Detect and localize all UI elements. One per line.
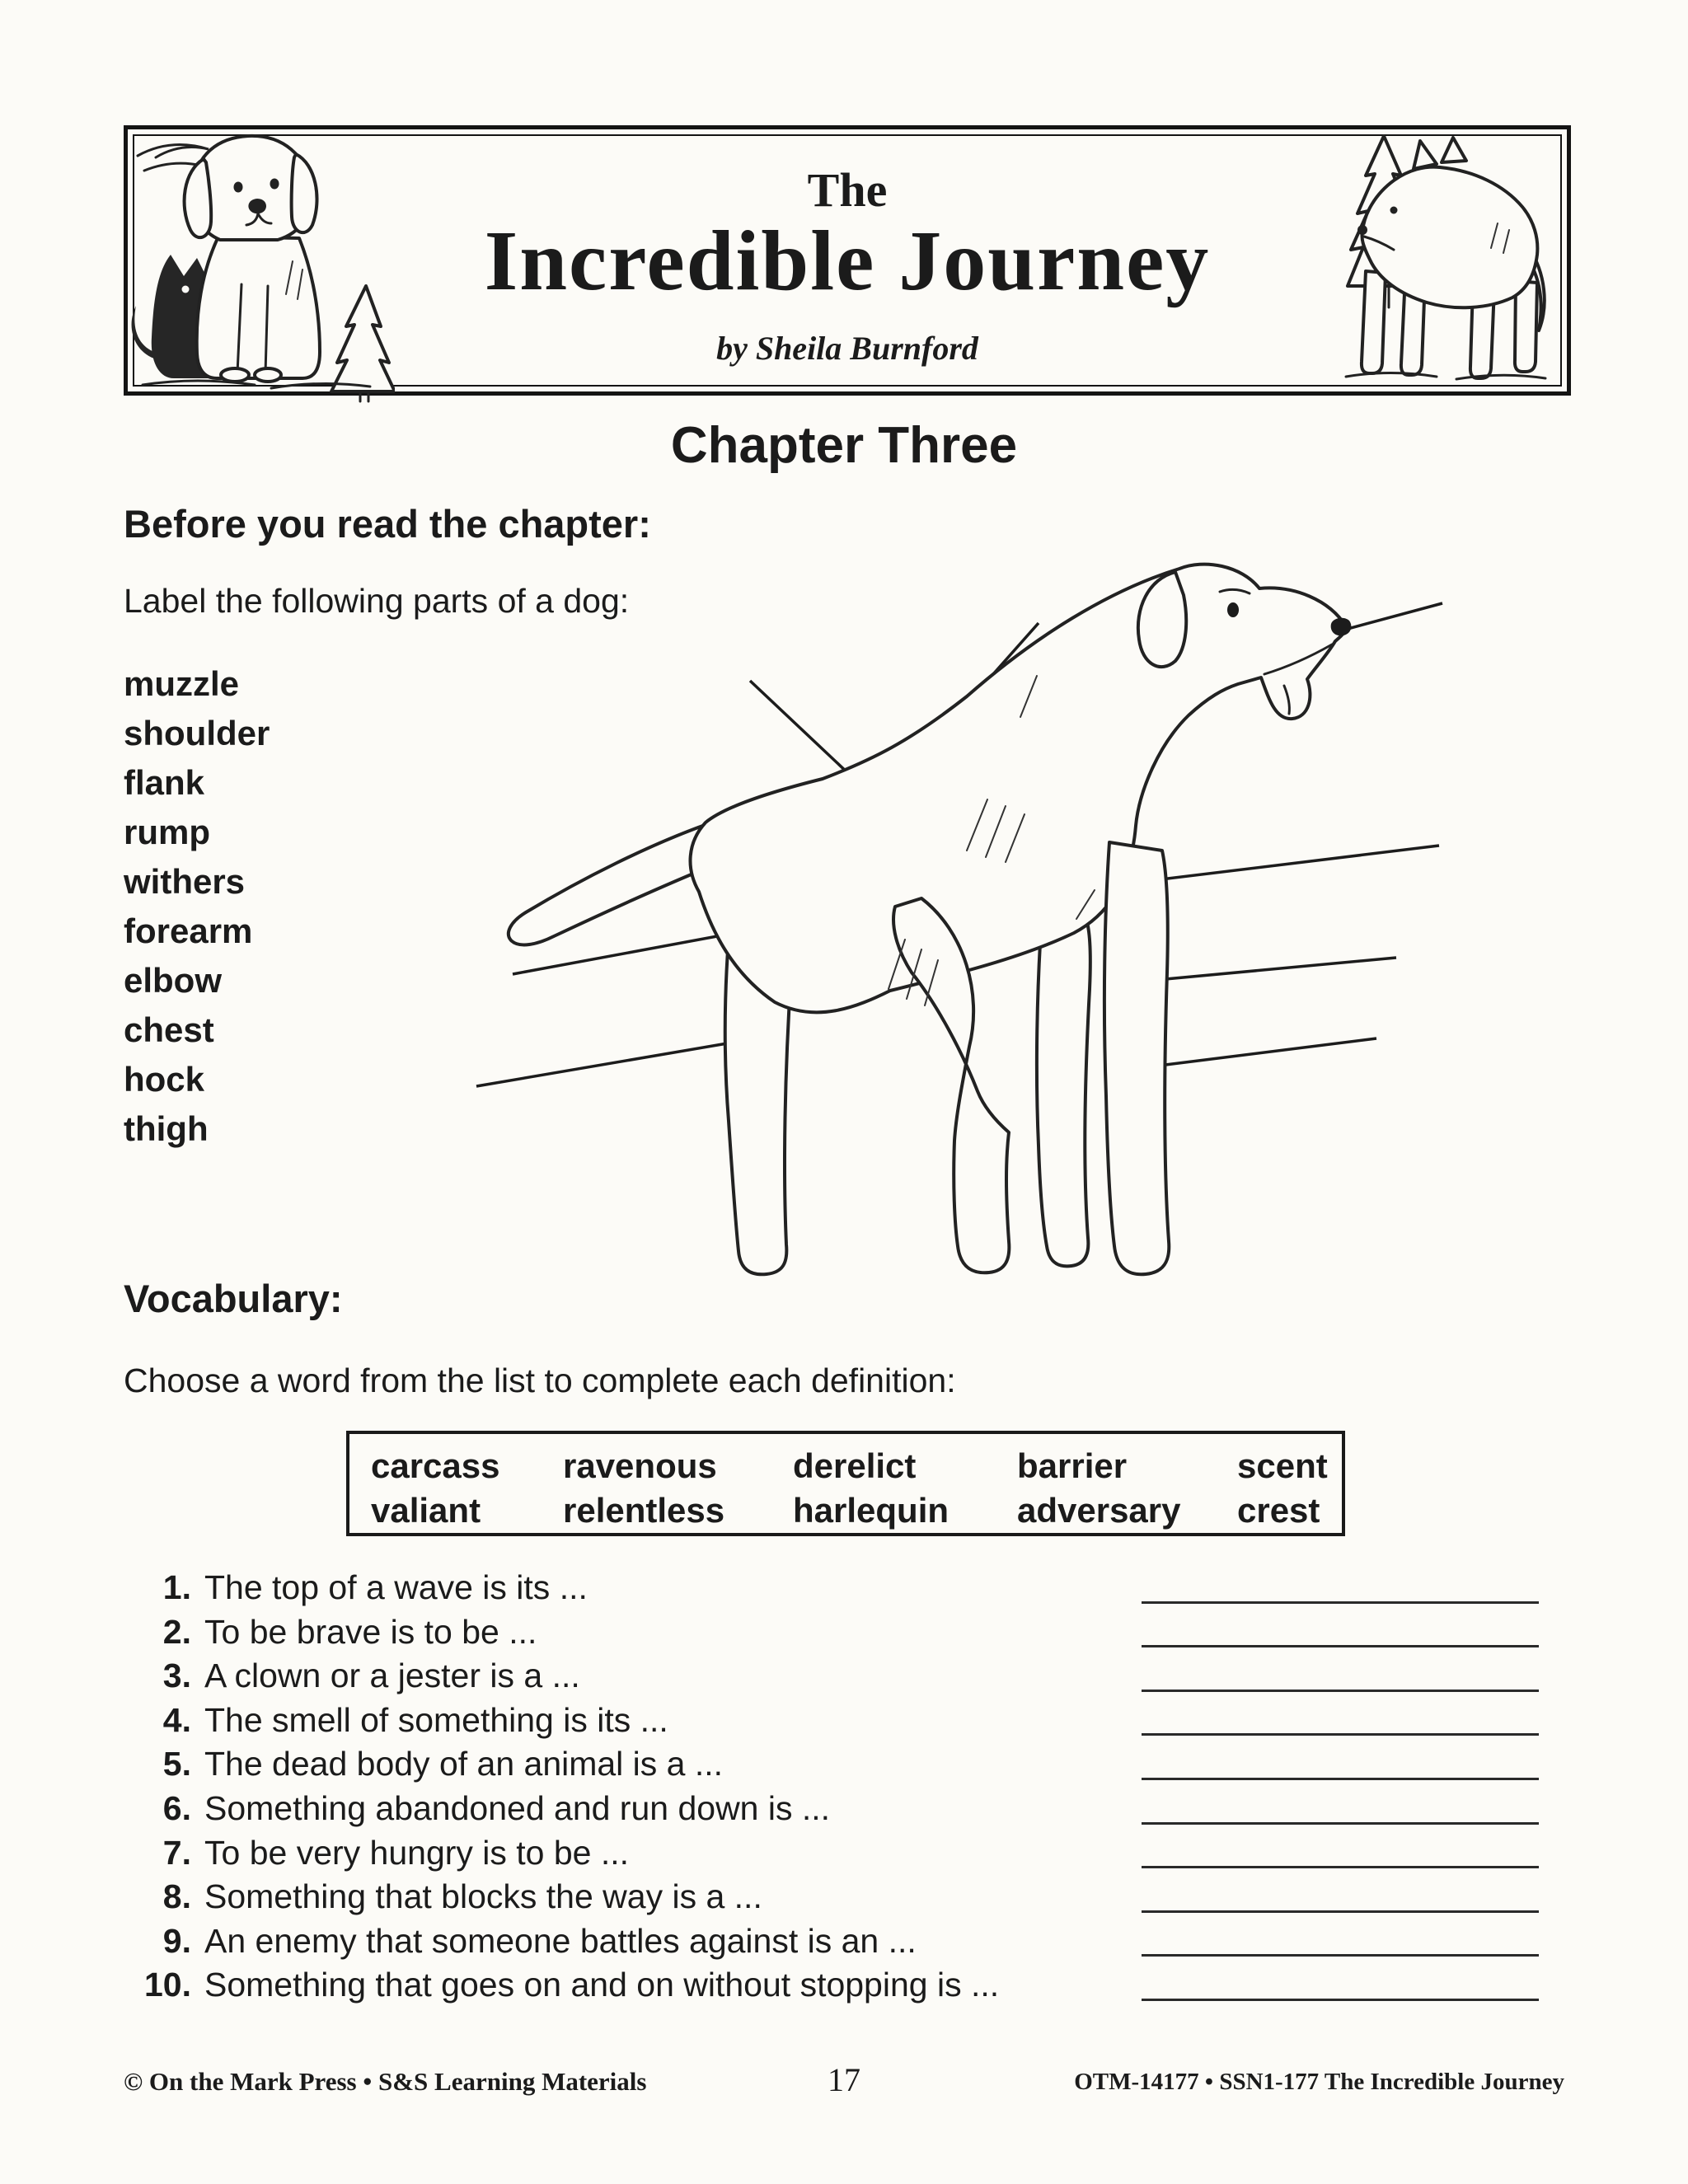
question-number: 7.	[162, 1833, 191, 1872]
question-row	[137, 1963, 1539, 2008]
answer-blank	[1142, 1910, 1539, 1913]
word-list-item: hock	[124, 1060, 205, 1099]
word-list-item: withers	[124, 862, 246, 901]
question-row	[137, 1831, 1539, 1876]
dog-eye	[1227, 602, 1239, 617]
answer-blank	[1142, 1645, 1539, 1647]
question-number: 10.	[144, 1966, 191, 2004]
question-text: The top of a wave is its ...	[204, 1568, 588, 1606]
word-list-item: elbow	[124, 961, 223, 1000]
question-row	[137, 1742, 1539, 1787]
vocabulary-heading: Vocabulary:	[124, 1277, 343, 1320]
question-number: 5.	[162, 1745, 191, 1783]
question-text: The smell of something is its ...	[204, 1700, 668, 1739]
vocabulary-instruction: Choose a word from the list to complete each definition:	[124, 1361, 956, 1399]
question-number: 2.	[162, 1612, 191, 1651]
question-number: 9.	[162, 1921, 191, 1960]
word-list-item: forearm	[124, 912, 253, 950]
question-row	[137, 1919, 1539, 1964]
before-reading-heading: Before you read the chapter:	[124, 502, 651, 546]
question-text: A clown or a jester is a ...	[204, 1657, 580, 1695]
word-list-item: chest	[124, 1010, 214, 1049]
question-text: The dead body of an animal is a ...	[204, 1745, 724, 1783]
question-text: Something abandoned and run down is ...	[204, 1788, 831, 1827]
question-number: 3.	[162, 1657, 191, 1695]
word-bank-item: ravenous	[563, 1446, 717, 1485]
book-title-main: Incredible Journey	[484, 213, 1211, 308]
answer-blank	[1142, 1999, 1539, 2001]
question-number: 6.	[162, 1788, 191, 1827]
dog-diagram	[460, 544, 1465, 1319]
answer-blank	[1142, 1778, 1539, 1780]
word-bank-item: relentless	[563, 1491, 725, 1530]
question-number: 1.	[162, 1568, 191, 1606]
question-row	[137, 1699, 1539, 1743]
word-bank-item: harlequin	[793, 1491, 950, 1530]
chapter-heading: Chapter Three	[670, 417, 1018, 474]
title-banner	[124, 125, 1571, 396]
footer-page-number: 17	[828, 2061, 860, 2098]
dog-far-front-leg	[1037, 916, 1090, 1266]
word-list-item: flank	[124, 763, 205, 802]
book-byline: by Sheila Burnford	[716, 330, 978, 367]
dog-near-front-leg	[1104, 842, 1169, 1274]
word-list-item: muzzle	[124, 664, 240, 703]
book-title-small: The	[807, 163, 888, 217]
answer-blank	[1142, 1733, 1539, 1736]
question-row	[137, 1610, 1539, 1655]
question-text: To be brave is to be ...	[204, 1612, 537, 1651]
dog-nose	[1331, 618, 1352, 636]
question-row	[137, 1875, 1539, 1919]
word-bank-item: valiant	[371, 1491, 481, 1530]
answer-blank	[1142, 1866, 1539, 1868]
word-bank-item: carcass	[371, 1446, 500, 1485]
word-list-item: thigh	[124, 1109, 209, 1148]
word-list-item: shoulder	[124, 714, 270, 752]
answer-blank	[1142, 1822, 1539, 1825]
question-row	[137, 1654, 1539, 1699]
question-text: To be very hungry is to be ...	[204, 1833, 630, 1872]
word-bank-item: crest	[1237, 1491, 1320, 1530]
word-bank-item: scent	[1237, 1446, 1328, 1485]
answer-blank	[1142, 1690, 1539, 1692]
word-bank-item: barrier	[1017, 1446, 1128, 1485]
definition-questions	[137, 1566, 1539, 2008]
dog-tail	[509, 824, 720, 944]
footer-product-code: OTM-14177 • SSN1-177 The Incredible Journey	[1074, 2069, 1564, 2095]
question-text: Something that blocks the way is a ...	[204, 1877, 762, 1916]
footer-publisher: © On the Mark Press • S&S Learning Materials	[124, 2067, 647, 2096]
question-row	[137, 1787, 1539, 1831]
question-text: An enemy that someone battles against is an ...	[204, 1921, 917, 1960]
dog-parts-word-list	[124, 659, 270, 1154]
word-bank-item: derelict	[793, 1446, 917, 1485]
question-text: Something that goes on and on without stopping is ...	[204, 1966, 1000, 2004]
question-row	[137, 1566, 1539, 1610]
question-number: 4.	[162, 1700, 191, 1739]
word-list-item: rump	[124, 813, 210, 851]
word-bank-item: adversary	[1017, 1491, 1181, 1530]
word-bank	[346, 1431, 1345, 1536]
dog-body	[691, 565, 1346, 1013]
answer-blank	[1142, 1954, 1539, 1957]
answer-blank	[1142, 1601, 1539, 1604]
question-number: 8.	[162, 1877, 191, 1916]
label-instruction: Label the following parts of a dog:	[124, 582, 630, 620]
